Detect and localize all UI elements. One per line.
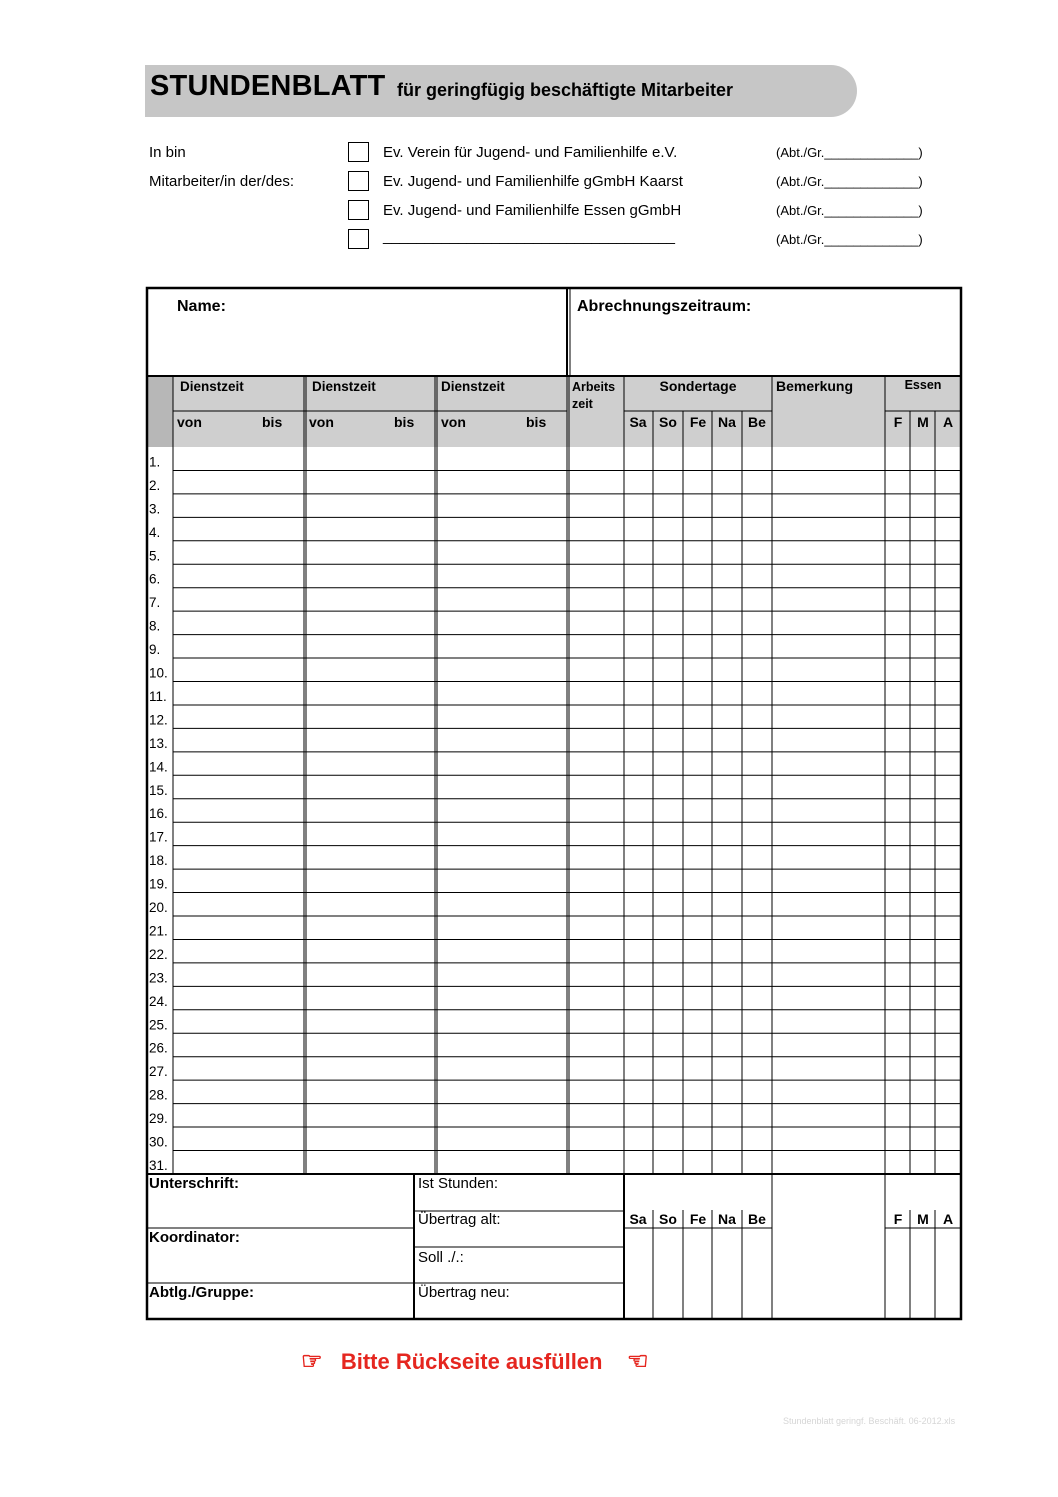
day-label: 2. [149,477,161,493]
day-label: 8. [149,618,161,634]
col-dienstzeit-3: Dienstzeit [441,379,505,394]
day-label: 22. [149,946,168,962]
ist-stunden-label: Ist Stunden: [418,1175,499,1192]
col-essen-m: M [917,414,929,430]
coordinator-label: Koordinator: [149,1229,240,1246]
abt-group-field[interactable]: (Abt./Gr._____________) [776,174,923,189]
day-label: 11. [149,688,167,704]
col-von-1: von [177,414,202,430]
department-label: Abtlg./Gruppe: [149,1284,254,1301]
col-arbeitszeit-2: zeit [572,397,593,411]
summary-sondertag-sa: Sa [629,1211,647,1227]
day-label: 15. [149,782,168,798]
col-von-2: von [309,414,334,430]
day-label: 17. [149,829,168,845]
file-name: Stundenblatt geringf. Beschäft. 06-2012.xls [783,1416,956,1426]
day-label: 4. [149,524,161,540]
day-label: 30. [149,1134,168,1150]
employer-option-essen: Ev. Jugend- und Familienhilfe Essen gGmbH [383,202,682,219]
abt-group-field[interactable]: (Abt./Gr._____________) [776,203,923,218]
employer-label-line2: Mitarbeiter/in der/des: [149,173,295,190]
summary-sondertag-na: Na [718,1211,736,1227]
day-label: 18. [149,853,168,869]
day-label: 20. [149,900,168,915]
day-label: 29. [149,1111,168,1127]
day-label: 16. [149,806,168,822]
summary-sondertag-so: So [659,1211,677,1227]
day-label: 6. [149,571,161,587]
col-sondertag-sa: Sa [629,414,647,430]
col-sondertag-so: So [659,414,677,430]
day-label: 12. [149,712,168,728]
summary-sondertag-fe: Fe [689,1211,707,1227]
day-label: 7. [149,595,161,611]
footer-note-text: Bitte Rückseite ausfüllen [340,1349,603,1374]
col-bis-2: bis [394,414,415,430]
day-label: 27. [149,1064,168,1080]
col-sondertag-be: Be [748,414,766,430]
uebertrag-alt-label: Übertrag alt: [418,1211,501,1228]
day-label: 9. [149,642,161,658]
day-label: 1. [149,454,161,470]
employer-option-verein: Ev. Verein für Jugend- und Familienhilfe e.V. [383,144,678,161]
employer-option-other-field[interactable]: ___________________________________ [383,228,675,245]
col-bis-3: bis [526,414,547,430]
day-label: 3. [149,501,161,517]
day-label: 24. [149,993,168,1009]
period-label: Abrechnungszeitraum: [577,298,752,315]
col-sondertag-na: Na [718,414,736,430]
day-label: 31. [149,1157,168,1173]
soll-label: Soll ./.: [418,1249,464,1266]
col-bis-1: bis [262,414,283,430]
col-dienstzeit-2: Dienstzeit [312,379,376,394]
abt-group-field[interactable]: (Abt./Gr._____________) [776,145,923,160]
day-label: 28. [149,1087,168,1103]
day-label: 14. [149,759,168,775]
uebertrag-neu-label: Übertrag neu: [418,1284,510,1301]
day-label: 5. [149,548,161,564]
col-bemerkung: Bemerkung [776,378,854,394]
signature-label: Unterschrift: [149,1175,240,1192]
col-essen-f: F [893,414,903,430]
name-label: Name: [177,298,226,315]
col-essen: Essen [904,378,942,392]
col-von-3: von [441,414,466,430]
summary-sondertag-be: Be [748,1211,766,1227]
col-arbeitszeit-1: Arbeits [572,380,616,394]
hand-left-icon: ☜ [626,1348,649,1375]
day-label: 26. [149,1040,168,1056]
page-subtitle: für geringfügig beschäftigte Mitarbeiter [397,80,734,100]
day-label: 21. [149,923,168,939]
day-label: 23. [149,970,168,986]
col-dienstzeit-1: Dienstzeit [180,379,244,394]
col-sondertag-fe: Fe [689,414,707,430]
abt-group-field[interactable]: (Abt./Gr._____________) [776,232,923,247]
day-label: 10. [149,665,168,681]
day-label: 19. [149,876,168,892]
summary-essen-a: A [942,1211,954,1227]
employer-option-kaarst: Ev. Jugend- und Familienhilfe gGmbH Kaarst [383,173,683,190]
col-sondertage: Sondertage [659,378,737,394]
col-essen-a: A [942,414,954,430]
summary-essen-f: F [893,1211,903,1227]
summary-essen-m: M [917,1211,929,1227]
day-label: 13. [149,735,168,751]
footer-note [301,1347,648,1376]
hand-right-icon: ☞ [301,1348,323,1375]
day-label: 25. [149,1017,168,1033]
page-title: STUNDENBLATT [150,70,386,102]
employer-label-line1: In bin [149,144,186,161]
